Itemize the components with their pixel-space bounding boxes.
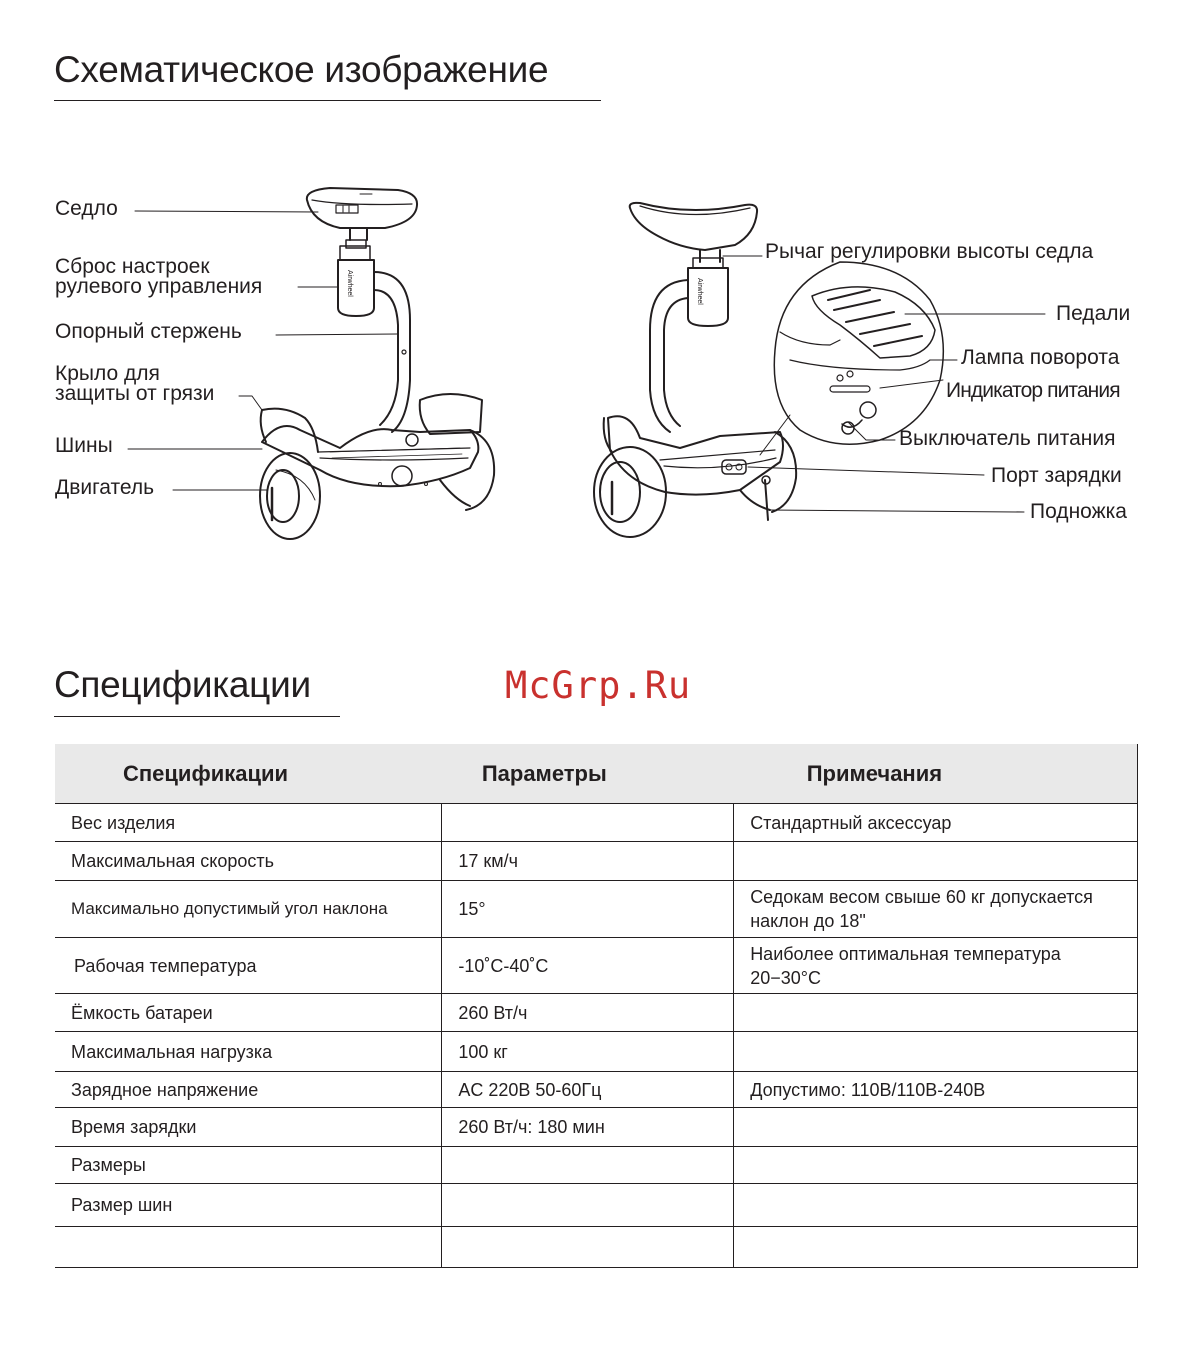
brand-mark-left: Airwheel	[346, 270, 353, 297]
param-cell	[442, 1227, 734, 1268]
spec-cell	[55, 1227, 442, 1268]
right-leader-lines	[723, 256, 1045, 512]
spec-cell: Максимально допустимый угол наклона	[55, 881, 442, 938]
table-row	[55, 804, 1138, 842]
param-cell: 17 км/ч	[442, 842, 734, 881]
param-cell: 260 Вт/ч	[442, 994, 734, 1032]
label-turn-lamp: Лампа поворота	[961, 346, 1120, 369]
specs-title: Спецификации	[54, 664, 311, 705]
label-fender-2: защиты от грязи	[55, 382, 215, 405]
note-cell	[734, 1147, 1138, 1184]
param-cell: 15°	[442, 881, 734, 938]
note-cell	[734, 1227, 1138, 1268]
table-row	[55, 881, 1138, 938]
seat-display	[336, 205, 358, 213]
param-cell	[442, 1147, 734, 1184]
spec-cell: Максимальная скорость	[55, 842, 442, 881]
label-steering-reset-2: рулевого управления	[55, 275, 263, 298]
brand-mark-right: Airwheel	[696, 278, 703, 305]
label-motor: Двигатель	[55, 476, 155, 499]
specs-table	[55, 744, 1138, 1268]
spec-cell: Максимальная нагрузка	[55, 1032, 442, 1072]
spec-cell: Размеры	[55, 1147, 442, 1184]
label-power-switch: Выключатель питания	[899, 427, 1116, 450]
label-support-rod: Опорный стержень	[55, 320, 242, 343]
note-cell	[734, 994, 1138, 1032]
scooter-illustrations	[0, 0, 1196, 600]
param-cell: 100 кг	[442, 1032, 734, 1072]
param-cell: AC 220В 50-60Гц	[442, 1072, 734, 1108]
scooter-left-drawing	[260, 188, 494, 539]
label-power-indicator: Индикатор питания	[946, 379, 1120, 402]
spec-cell: Рабочая температура	[55, 938, 442, 994]
note-cell: Допустимо: 110В/110В-240В	[734, 1072, 1138, 1108]
table-row	[55, 1032, 1138, 1072]
left-leader-lines	[128, 211, 398, 490]
label-fender-1: Крыло для	[55, 362, 160, 385]
spec-cell: Вес изделия	[55, 804, 442, 842]
specs-header-row	[55, 744, 1138, 804]
spec-cell: Ёмкость батареи	[55, 994, 442, 1032]
table-row	[55, 1147, 1138, 1184]
header-params: Параметры	[442, 744, 734, 804]
label-charge-port: Порт зарядки	[991, 464, 1122, 487]
param-cell: -10˚C-40˚C	[442, 938, 734, 994]
label-tires: Шины	[55, 434, 113, 457]
spec-cell: Размер шин	[55, 1184, 442, 1227]
watermark: McGrp.Ru	[505, 664, 692, 707]
param-cell	[442, 1184, 734, 1227]
param-cell: 260 Вт/ч: 180 мин	[442, 1108, 734, 1147]
spec-cell: Время зарядки	[55, 1108, 442, 1147]
note-cell	[734, 1032, 1138, 1072]
label-seat: Седло	[55, 197, 118, 220]
note-cell	[734, 1108, 1138, 1147]
note-cell: Стандартный аксессуар	[734, 804, 1138, 842]
spec-cell: Зарядное напряжение	[55, 1072, 442, 1108]
specs-title-underline	[54, 716, 340, 717]
note-cell: Наиболее оптимальная температура 20−30°C	[734, 938, 1138, 994]
scooter-right-drawing	[594, 203, 943, 537]
label-steering-reset-1: Сброс настроек	[55, 255, 210, 278]
table-row	[55, 1072, 1138, 1108]
schematic-title: Схематическое изображение	[54, 49, 549, 90]
param-cell	[442, 804, 734, 842]
header-notes: Примечания	[734, 744, 1138, 804]
note-cell: Седокам весом свыше 60 кг допускается наклон до 18"	[734, 881, 1138, 938]
table-row	[55, 938, 1138, 994]
label-kickstand: Подножка	[1030, 500, 1127, 523]
table-row	[55, 842, 1138, 881]
note-cell	[734, 842, 1138, 881]
header-spec: Спецификации	[55, 744, 442, 804]
note-cell	[734, 1184, 1138, 1227]
label-pedals: Педали	[1056, 302, 1131, 325]
table-row	[55, 1184, 1138, 1227]
table-row	[55, 994, 1138, 1032]
table-row	[55, 1108, 1138, 1147]
table-row	[55, 1227, 1138, 1268]
label-seat-height-lever: Рычаг регулировки высоты седла	[765, 240, 1094, 263]
